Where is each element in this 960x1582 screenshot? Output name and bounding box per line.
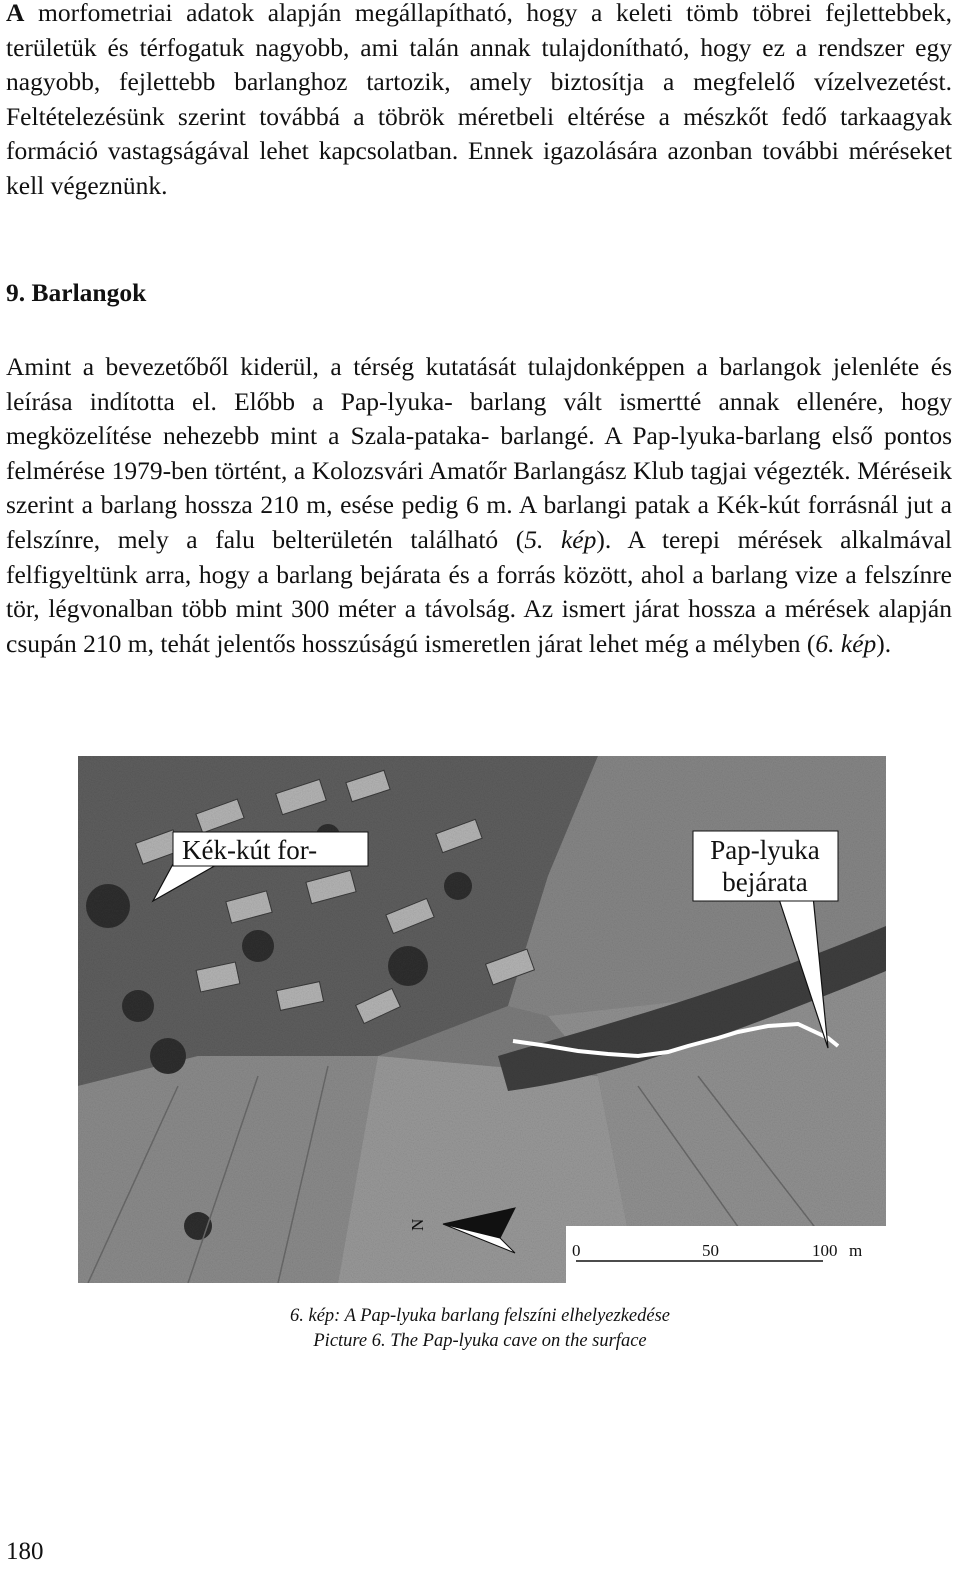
paragraph-caves-part3: ). [876,628,892,658]
scale-bar [566,1226,886,1283]
figure-caption-english: Picture 6. The Pap-lyuka cave on the surface [313,1331,647,1351]
figure-reference-6: 6. kép [815,628,877,658]
section-heading: 9. Barlangok [6,278,147,307]
paragraph-caves [6,350,952,661]
scale-label-100: 100 [812,1241,838,1260]
scale-label-50: 50 [702,1241,719,1260]
label-pap-lyuka-line2: bejárata [722,867,808,897]
paragraph-intro [6,0,952,204]
figure-reference-5: 5. kép [524,524,597,554]
paragraph-lead-word: A [6,0,25,27]
page-number: 180 [6,1538,44,1565]
paragraph-intro-text: morfometriai adatok alapján megállapítható, hogy a keleti tömb töbrei fejlettebbek, területük és térfogatuk nagyobb, ami talán annak tulajdonítható, hogy ez a rendszer egy nagyobb, fejlettebb barlanghoz tartozik, amely biztosítja a megfelelő vízelvezetést. Feltételezésünk szerint továbbá a töbrök méretbeli eltérése a mészkőt fedő tarkaagyak formáció vastagságával lehet kapcsolatban. Ennek igazolására azonban további méréseket kell végeznünk. [6,0,952,200]
label-kek-kut-text: Kék-kút for- [182,835,318,865]
paragraph-caves-part2: ). A terepi mérések alkalmával felfigyeltünk arra, hogy a barlang bejárata és a forrás között, ahol a barlang vize a felszínre tör, légvonalban több mint 300 méter a távolság. Az ismert járat hossza a mérések alapján csupán 210 m, tehát jelentős hosszúságú ismeretlen járat lehet még a mélyben ( [6,524,952,658]
label-pap-lyuka-line1: Pap-lyuka [710,835,820,865]
aerial-photo [78,756,886,1283]
paragraph-caves-part1: Amint a bevezetőből kiderül, a térség kutatását tulajdonképpen a barlangok jelenléte és leírása indította el. Előbb a Pap-lyuka- barlang vált ismertté annak ellenére, hogy megközelítése nehezebb mint a Szala-pataka- barlangé. A Pap-lyuka-barlang első pontos felmérése 1979-ben történt, a Kolozsvári Amatőr Barlangász Klub tagjai végezték. Méréseik szerint a barlang hossza 210 m, esése pedig 6 m. A barlangi patak a Kék-kút forrásnál jut a felszínre, mely a falu belterületén található ( [6,352,952,554]
scale-unit: m [849,1241,863,1260]
north-label: N [408,1218,427,1231]
aerial-photo-figure [78,756,886,1283]
scale-label-0: 0 [572,1241,581,1260]
figure-caption-hungarian: 6. kép: A Pap-lyuka barlang felszíni elhelyezkedése [290,1306,670,1326]
